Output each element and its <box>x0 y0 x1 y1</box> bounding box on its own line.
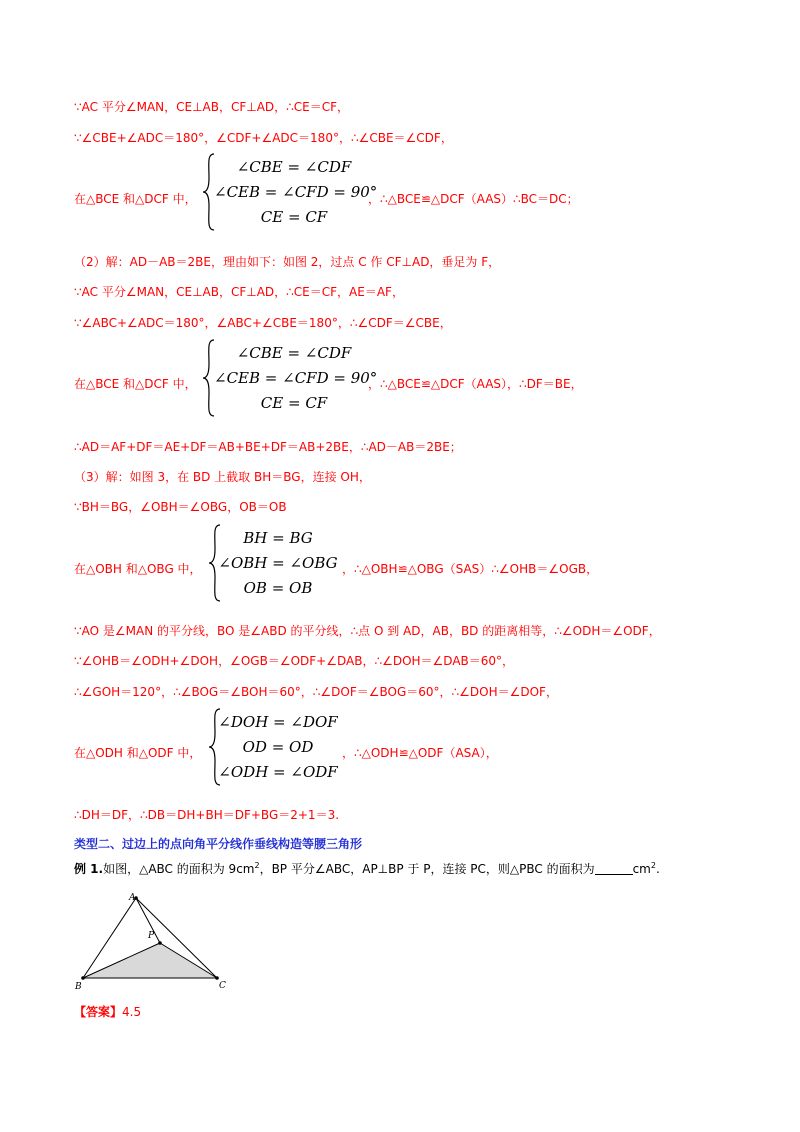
label-c: C <box>219 981 226 991</box>
answer-blank <box>595 862 633 875</box>
answer-tag: 【答案】 <box>74 1005 123 1019</box>
label-p: P <box>148 931 155 941</box>
system-2-eq-1: ∠CBE = ∠CDF <box>236 344 352 362</box>
solution-line-2: ∵∠CBE+∠ADC＝180°，∠CDF+∠ADC＝180°，∴∠CBE＝∠CDF， <box>74 131 453 145</box>
solution-line-16: ∴DH＝DF，∴DB＝DH+BH＝DF+BG＝2+1＝3. <box>74 808 340 822</box>
example-question <box>74 858 660 877</box>
solution-line-11-suffix: ，∴△OBH≌△OBG（SAS）∴∠OHB＝∠OGB， <box>342 562 599 576</box>
equation-system-2 <box>202 338 378 418</box>
example-end: . <box>655 862 660 876</box>
example-text-middle: ，BP 平分∠ABC，AP⊥BP 于 P，连接 PC，则△PBC 的面积为 <box>259 862 595 876</box>
system-2-eq-2: ∠CEB = ∠CFD = 90° <box>214 369 378 387</box>
answer-value: 4.5 <box>122 1005 142 1019</box>
example-sup-1: 2 <box>254 861 260 870</box>
system-2-eq-3: CE = CF <box>260 394 328 412</box>
solution-line-3-suffix: ，∴△BCE≌△DCF（AAS）∴BC＝DC； <box>368 192 579 206</box>
solution-line-7-prefix: 在△BCE 和△DCF 中， <box>74 377 197 391</box>
label-b: B <box>75 982 82 992</box>
solution-line-1: ∵AC 平分∠MAN，CE⊥AB，CF⊥AD，∴CE＝CF， <box>74 100 350 114</box>
system-3-eq-2: ∠OBH = ∠OBG <box>218 554 338 572</box>
solution-line-9: （3）解：如图 3，在 BD 上截取 BH＝BG，连接 OH， <box>74 470 371 484</box>
solution-line-15-suffix: ，∴△ODH≌△ODF（ASA）， <box>342 746 498 760</box>
solution-line-5: ∵AC 平分∠MAN，CE⊥AB，CF⊥AD，∴CE＝CF，AE＝AF， <box>74 285 404 299</box>
example-sup-2: 2 <box>650 861 656 870</box>
system-1-eq-1: ∠CBE = ∠CDF <box>236 158 352 176</box>
solution-line-4: （2）解：AD－AB＝2BE，理由如下：如图 2，过点 C 作 CF⊥AD，垂足为 F， <box>74 255 501 269</box>
point-c <box>215 976 219 980</box>
solution-line-6: ∵∠ABC+∠ADC＝180°，∠ABC+∠CBE＝180°，∴∠CDF＝∠CBE， <box>74 316 452 330</box>
solution-line-3-prefix: 在△BCE 和△DCF 中， <box>74 192 197 206</box>
solution-line-8: ∴AD＝AF+DF＝AE+DF＝AB+BE+DF＝AB+2BE，∴AD－AB＝2BE； <box>74 440 462 454</box>
point-b <box>81 976 85 980</box>
point-p <box>158 941 162 945</box>
system-4-eq-2: OD = OD <box>242 738 314 756</box>
triangle-figure <box>70 890 240 995</box>
solution-line-14: ∴∠GOH＝120°，∴∠BOG＝∠BOH＝60°，∴∠DOF＝∠BOG＝60°，∴∠DOH＝∠DOF， <box>74 685 558 699</box>
equation-system-3 <box>208 523 348 603</box>
example-unit: cm <box>632 862 651 876</box>
section-heading: 类型二、过边上的点向角平分线作垂线构造等腰三角形 <box>74 837 363 851</box>
system-1-eq-2: ∠CEB = ∠CFD = 90° <box>214 183 378 201</box>
solution-line-11-prefix: 在△OBH 和△OBG 中， <box>74 562 202 576</box>
solution-line-7-suffix: ，∴△BCE≌△DCF（AAS），∴DF＝BE， <box>368 377 583 391</box>
example-text-before: 如图，△ABC 的面积为 9cm <box>103 862 255 876</box>
system-3-eq-3: OB = OB <box>243 579 313 597</box>
solution-line-15-prefix: 在△ODH 和△ODF 中， <box>74 746 202 760</box>
equation-system-1 <box>202 152 378 232</box>
solution-line-10: ∵BH＝BG，∠OBH＝∠OBG，OB＝OB <box>74 500 287 514</box>
label-a: A <box>129 893 136 903</box>
system-4-eq-3: ∠ODH = ∠ODF <box>218 763 338 781</box>
equation-system-4 <box>208 707 348 787</box>
system-1-eq-3: CE = CF <box>260 208 328 226</box>
system-4-eq-1: ∠DOH = ∠DOF <box>218 713 338 731</box>
example-label: 例 1. <box>74 862 104 876</box>
solution-line-13: ∵∠OHB＝∠ODH+∠DOH，∠OGB＝∠ODF+∠DAB，∴∠DOH＝∠DAB＝60°， <box>74 654 515 668</box>
solution-line-12: ∵AO 是∠MAN 的平分线，BO 是∠ABD 的平分线，∴点 O 到 AD，AB，BD 的距离相等，∴∠ODH＝∠ODF， <box>74 624 661 638</box>
system-3-eq-1: BH = BG <box>243 529 313 547</box>
answer-line <box>74 1004 141 1020</box>
